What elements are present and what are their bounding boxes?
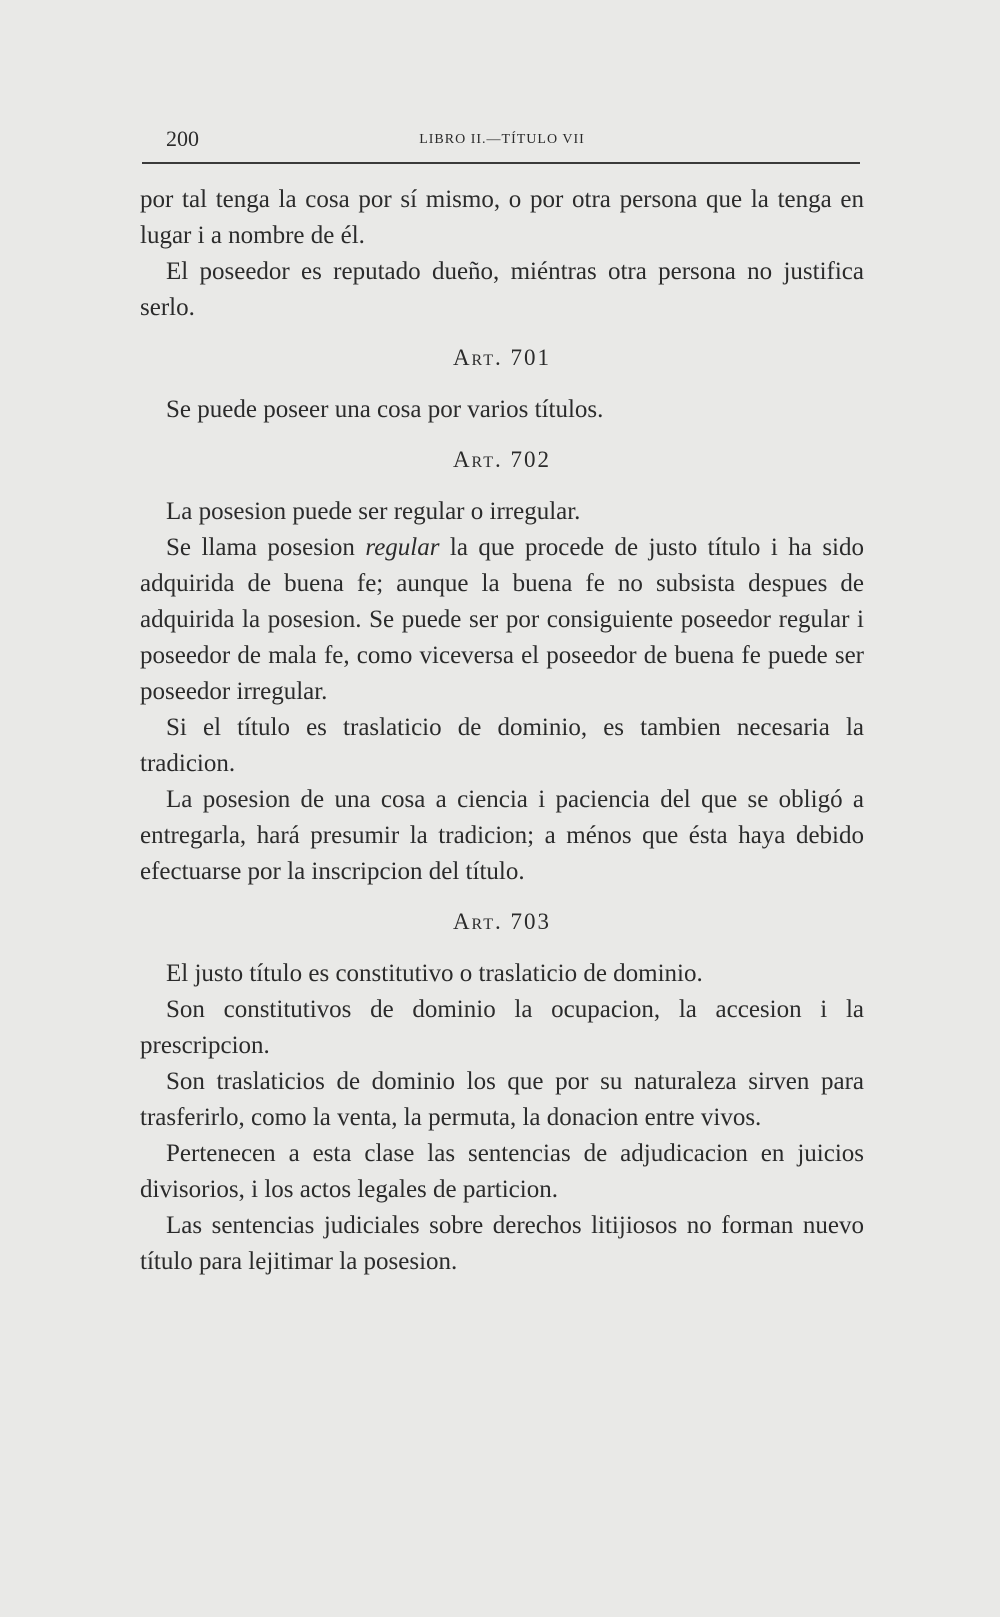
article-heading-701	[140, 340, 864, 376]
text-run: la que procede de justo título i ha sido adquirida de buena fe; aunque la buena fe no subsista despues de adquirida la posesion. Se puede ser por consiguiente poseedor regular i poseedor de mala fe, como viceversa el poseedor de buena fe puede ser poseedor irregular.	[140, 534, 865, 705]
paragraph: Son constitutivos de dominio la ocupacion, la accesion i la prescripcion.	[140, 996, 864, 1059]
body-text	[140, 182, 864, 1280]
article-number: 701	[510, 345, 552, 370]
running-title: LIBRO II.—TÍTULO VII	[419, 132, 585, 147]
paragraph: Las sentencias judiciales sobre derechos litijiosos no forman nuevo título para lejitimar la posesion.	[140, 1212, 864, 1275]
paragraph: El justo título es constitutivo o traslaticio de dominio.	[166, 960, 703, 987]
paragraph: Se puede poseer una cosa por varios títulos.	[166, 396, 604, 423]
article-number: 703	[510, 909, 552, 934]
article-label: Art.	[452, 909, 503, 934]
paragraph: La posesion de una cosa a ciencia i paciencia del que se obligó a entregarla, hará presumir la tradicion; a ménos que ésta haya debido efectuarse por la inscripcion del título.	[140, 786, 864, 885]
emphasis-text: regular	[365, 534, 440, 561]
paragraph	[140, 530, 864, 710]
article-heading-702	[140, 442, 864, 478]
article-label: Art.	[452, 447, 503, 472]
paragraph: Si el título es traslaticio de dominio, es tambien necesaria la tradicion.	[140, 714, 864, 777]
paragraph-continuation: por tal tenga la cosa por sí mismo, o por otra persona que la tenga en lugar i a nombre de él.	[140, 186, 864, 249]
article-heading-703	[140, 904, 864, 940]
paragraph: Pertenecen a esta clase las sentencias de adjudicacion en juicios divisorios, i los actos legales de particion.	[140, 1140, 864, 1203]
paragraph: La posesion puede ser regular o irregular.	[166, 498, 581, 525]
running-head	[142, 122, 862, 162]
text-run: Se llama posesion	[166, 534, 366, 561]
header-rule	[142, 162, 860, 164]
article-number: 702	[510, 447, 552, 472]
paragraph: Son traslaticios de dominio los que por su naturaleza sirven para trasferirlo, como la venta, la permuta, la donacion entre vivos.	[140, 1068, 864, 1131]
paragraph: El poseedor es reputado dueño, miéntras otra persona no justifica serlo.	[140, 258, 864, 321]
article-label: Art.	[452, 345, 503, 370]
page-number: 200	[166, 126, 199, 151]
